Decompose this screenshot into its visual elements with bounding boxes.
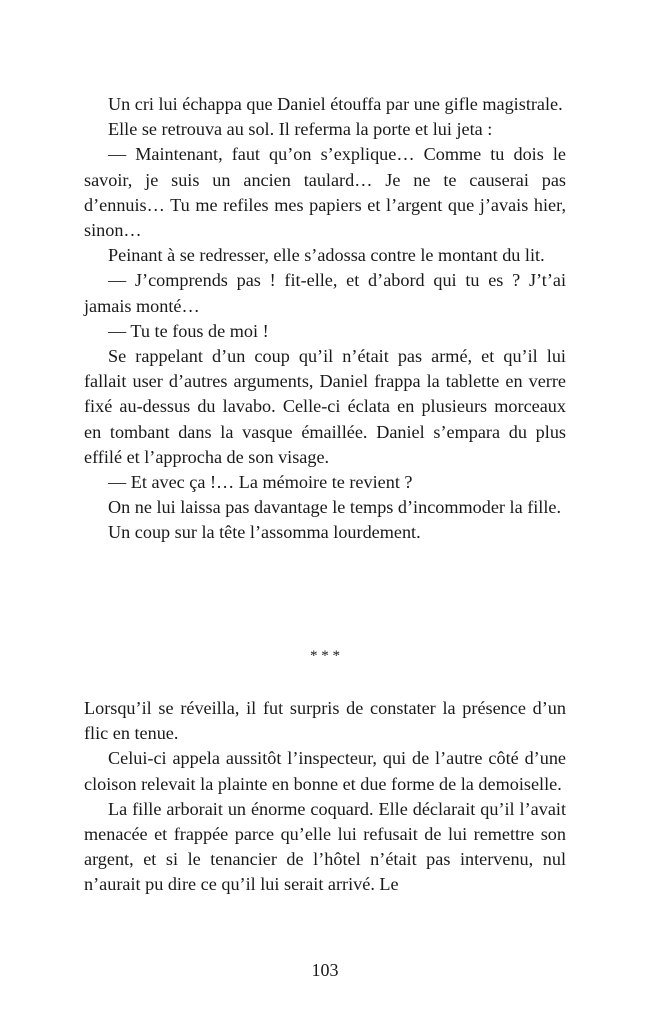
- paragraph: Un cri lui échappa que Daniel étouffa par une gifle magistrale.: [108, 94, 563, 114]
- section-one-text: [84, 92, 566, 546]
- paragraph: La fille arborait un énorme coquard. Elle déclarait qu’il l’avait menacée et frappée parce qu’elle lui refusait de lui remettre son argent, et si le tenancier de l’hôtel n’était pas intervenu, nul n’aurait pu dire ce qu’il lui serait arrivé. Le: [84, 798, 566, 895]
- paragraph: On ne lui laissa pas davantage le temps d’incommoder la fille.: [108, 497, 562, 518]
- dialogue-paragraph: — Maintenant, faut qu’on s’explique… Comme tu dois le savoir, je suis un ancien taulard… Je ne te causerai pas d’ennuis… Tu me refiles mes papiers et l’argent que j’avais hier, sinon…: [84, 144, 566, 241]
- paragraph: Peinant à se redresser, elle s’adossa contre le montant du lit.: [108, 245, 545, 266]
- dialogue-paragraph: — Et avec ça !… La mémoire te revient ?: [108, 472, 413, 493]
- paragraph: Lorsqu’il se réveilla, il fut surpris de constater la présence d’un flic en tenue.: [84, 698, 566, 744]
- page-number: 103: [311, 960, 339, 980]
- dialogue-paragraph: — Tu te fous de moi !: [108, 320, 269, 341]
- section-separator: * * *: [310, 648, 340, 664]
- paragraph: Un coup sur la tête l’assomma lourdement.: [108, 522, 421, 543]
- paragraph: Celui-ci appela aussitôt l’inspecteur, qui de l’autre côté d’une cloison relevait la plainte en bonne et due forme de la demoiselle.: [84, 748, 566, 794]
- section-two-text: [84, 696, 566, 898]
- paragraph: Se rappelant d’un coup qu’il n’était pas armé, et qu’il lui fallait user d’autres arguments, Daniel frappa la tablette en verre fixé au-dessus du lavabo. Celle-ci éclata en plusieurs morceaux en tombant dans la vasque émaillée. Daniel s’empara du plus effilé et l’approcha de son visage.: [84, 346, 566, 467]
- dialogue-paragraph: — J’comprends pas ! fit-elle, et d’abord qui tu es ? J’t’ai jamais monté…: [84, 270, 566, 316]
- paragraph: Elle se retrouva au sol. Il referma la porte et lui jeta :: [108, 119, 493, 140]
